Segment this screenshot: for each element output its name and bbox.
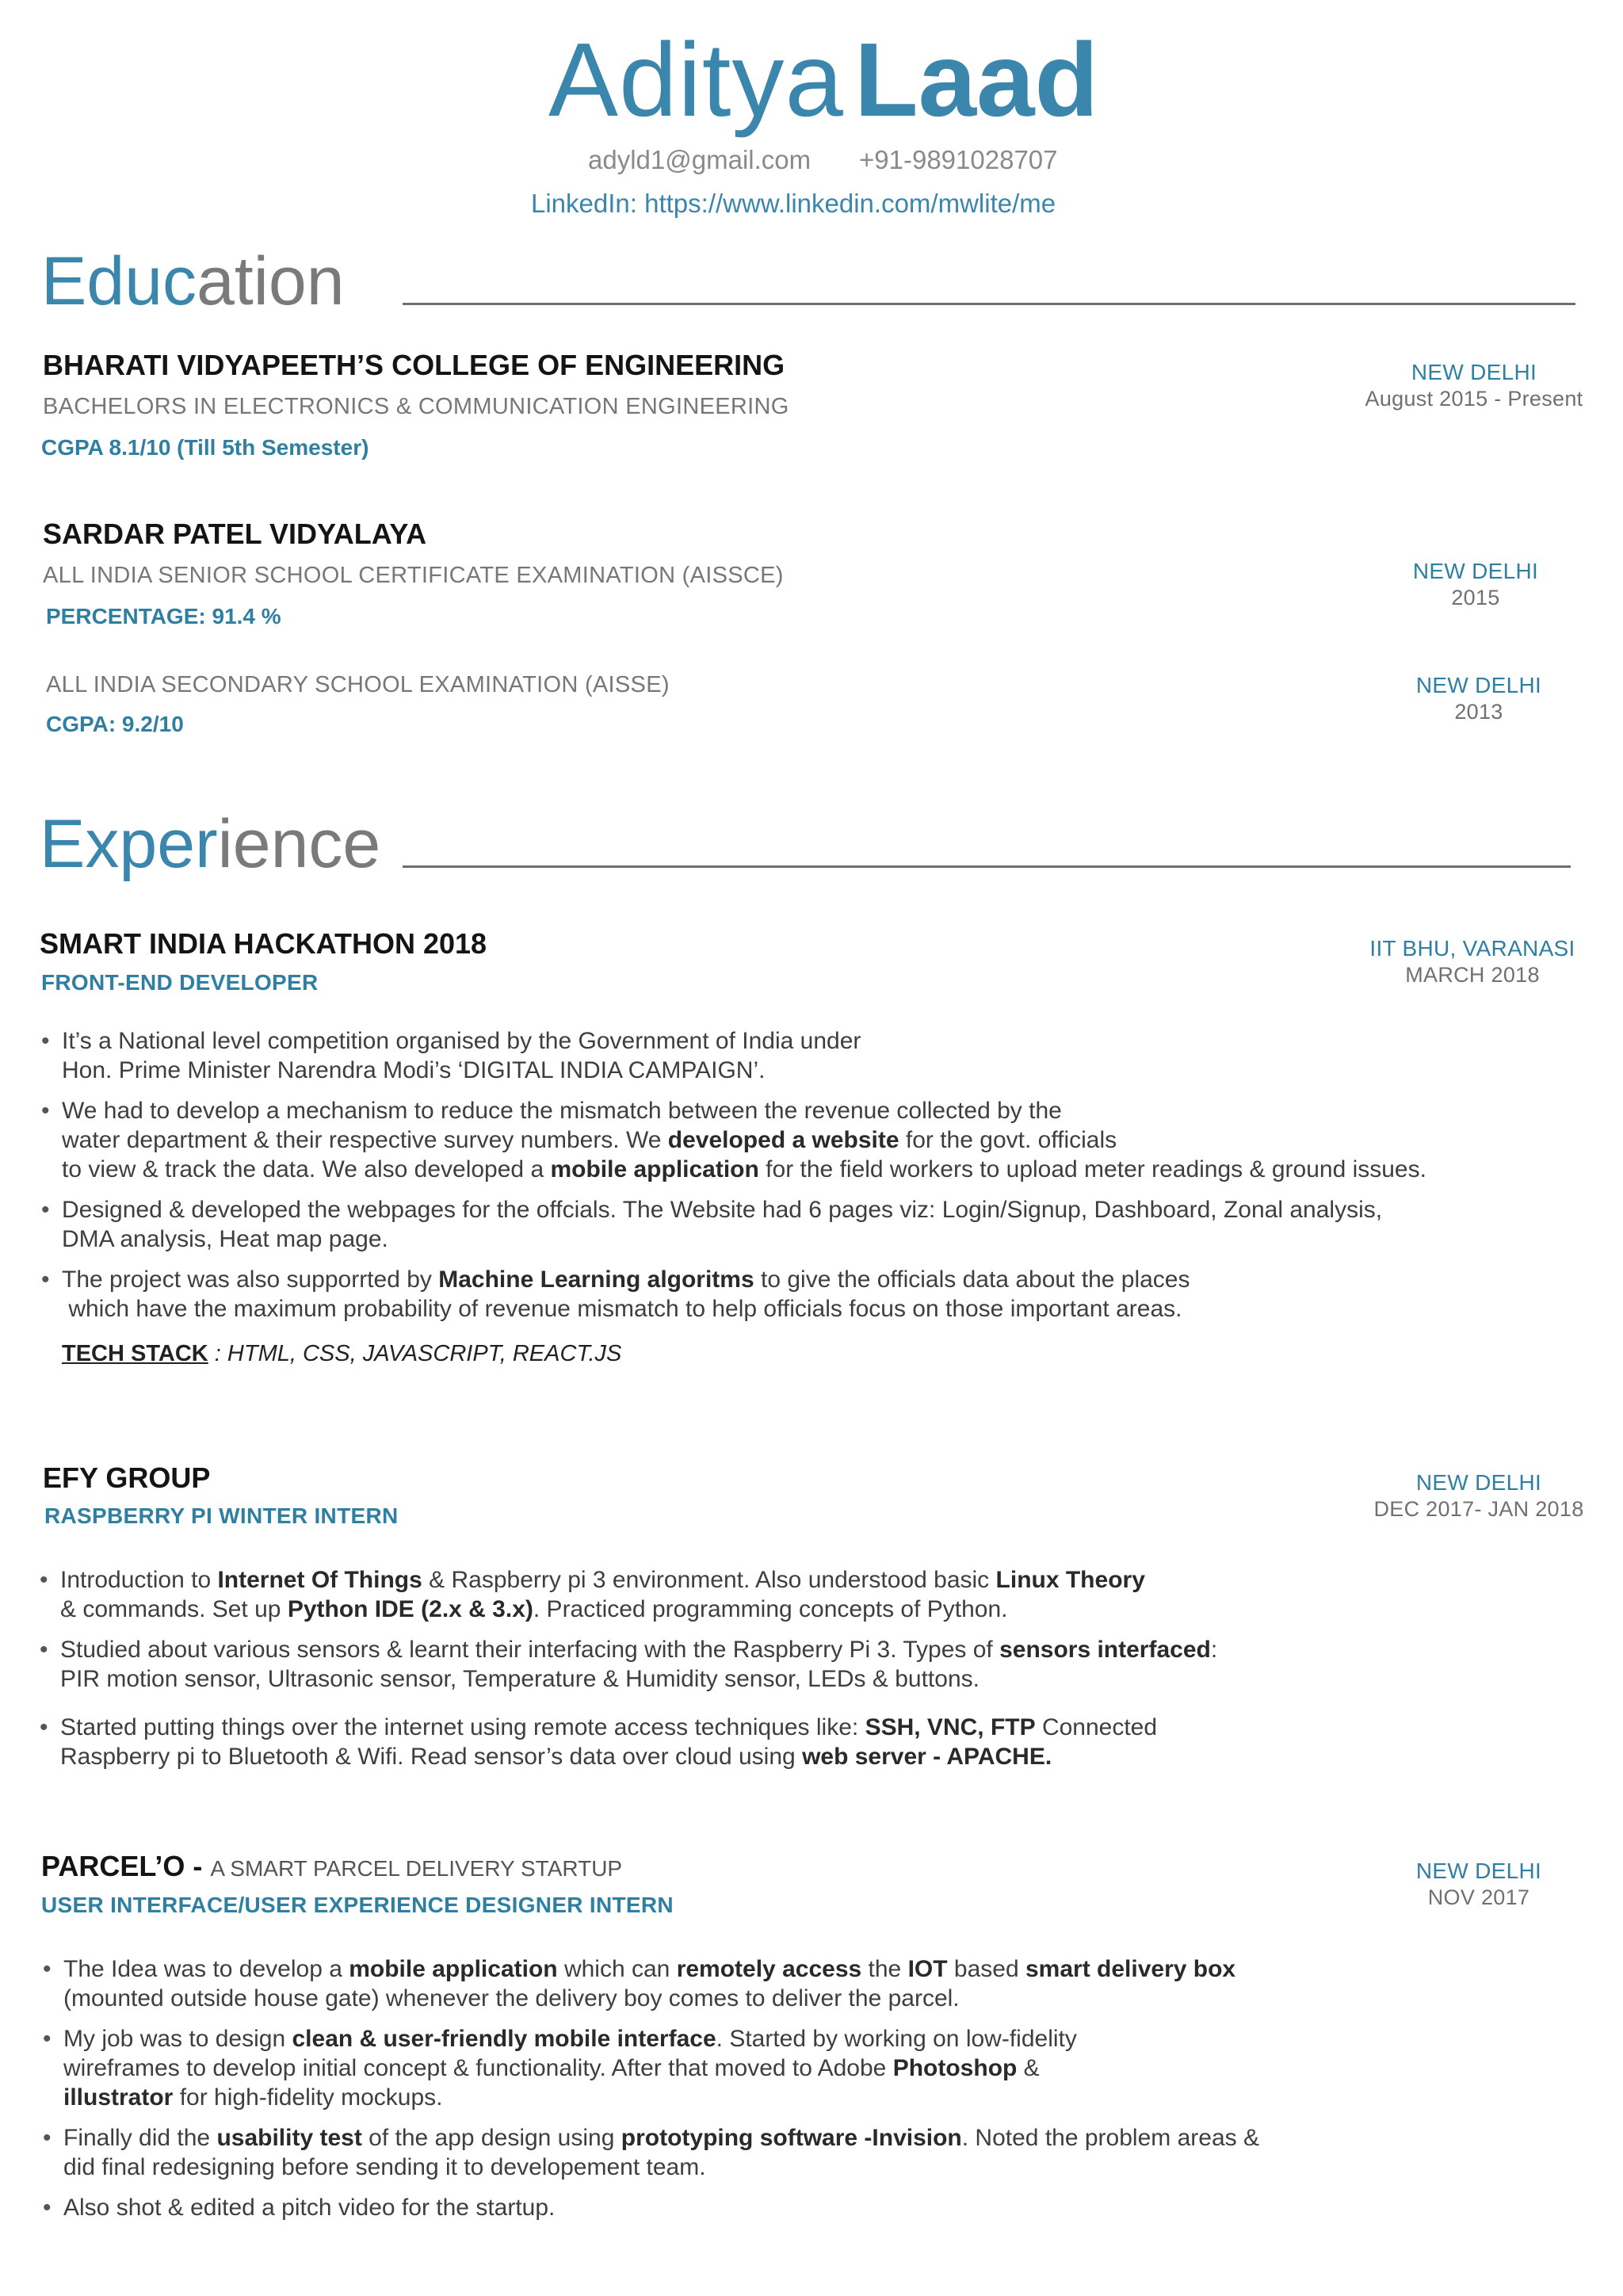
phone: +91-9891028707 — [859, 145, 1058, 174]
exp-date-1: MARCH 2018 — [1405, 963, 1540, 987]
exp-bullet: • We had to develop a mechanism to reduce the mismatch between the revenue collected by the water department & their respective survey numbers. We developed a website for the govt. officials to view & track the data. We also developed a mobile application for the field workers to upload meter readings & ground issues. — [41, 1096, 1579, 1184]
edu-date-3: 2013 — [1454, 700, 1503, 724]
exp-org-3-name: PARCEL’O - — [41, 1850, 211, 1882]
edu-date-1: August 2015 - Present — [1365, 387, 1583, 411]
email[interactable]: adyld1@gmail.com — [588, 145, 812, 174]
edu-location-2: NEW DELHI — [1412, 559, 1539, 583]
exp-bullet: • Designed & developed the webpages for the offcials. The Website had 6 pages viz: Login/Signup, Dashboard, Zonal analysis, DMA analysis, Heat map page. — [41, 1195, 1579, 1254]
edu-score-2: PERCENTAGE: 91.4 % — [46, 604, 281, 628]
exp-role-3: USER INTERFACE/USER EXPERIENCE DESIGNER INTERN — [41, 1893, 674, 1917]
education-heading-part1: Educ — [41, 243, 197, 319]
exp-bullets-1 — [41, 1026, 1579, 1335]
experience-heading — [40, 807, 380, 882]
exp-bullet: • Started putting things over the internet using remote access techniques like: SSH, VNC, FTP Connected Raspberry pi to Bluetooth & Wifi. Read sensor’s data over cloud using web server - APACHE. — [40, 1713, 1577, 1771]
experience-heading-part1: Exper — [40, 806, 218, 882]
tech-stack-value: : HTML, CSS, JAVASCRIPT, REACT.JS — [208, 1341, 622, 1366]
exp-date-3: NOV 2017 — [1427, 1885, 1530, 1909]
exp-bullets-2 — [40, 1565, 1577, 1782]
exp-bullet: • The Idea was to develop a mobile application which can remotely access the IOT based smart delivery box (mounted outside house gate) whenever the delivery boy comes to deliver the parcel. — [43, 1954, 1580, 2013]
edu-date-2: 2015 — [1451, 586, 1500, 609]
linkedin-link[interactable]: LinkedIn: https://www.linkedin.com/mwlite/me — [531, 189, 1056, 218]
exp-org-1: SMART INDIA HACKATHON 2018 — [40, 927, 487, 960]
exp-role-2: RASPBERRY PI WINTER INTERN — [44, 1503, 399, 1528]
name-first: Aditya — [548, 21, 844, 138]
exp-bullets-3 — [43, 1954, 1580, 2233]
edu-degree-3: ALL INDIA SECONDARY SCHOOL EXAMINATION (AISSE) — [46, 672, 670, 697]
exp-bullet: • Also shot & edited a pitch video for the startup. — [43, 2193, 1580, 2222]
tech-stack — [62, 1341, 621, 1367]
edu-institution-1: BHARATI VIDYAPEETH’S COLLEGE OF ENGINEERING — [43, 349, 785, 381]
education-rule — [403, 303, 1575, 305]
name-last: Laad — [854, 21, 1099, 138]
exp-role-1: FRONT-END DEVELOPER — [41, 970, 319, 995]
exp-bullet: • The project was also supporrted by Machine Learning algoritms to give the officials data about the places which have the maximum probability of revenue mismatch to help officials focus on those important areas. — [41, 1265, 1579, 1324]
exp-bullet: • It’s a National level competition organised by the Government of India under Hon. Prime Minister Narendra Modi’s ‘DIGITAL INDIA CAMPAIGN’. — [41, 1026, 1579, 1085]
edu-score-1: CGPA 8.1/10 (Till 5th Semester) — [41, 435, 369, 460]
education-heading — [41, 244, 345, 319]
experience-heading-part2: ience — [217, 806, 381, 882]
exp-location-3: NEW DELHI — [1415, 1859, 1542, 1883]
exp-bullet: • Introduction to Internet Of Things & Raspberry pi 3 environment. Also understood basic Linux Theory & commands. Set up Python IDE (2.x & 3.x). Practiced programming concepts of Python. — [40, 1565, 1577, 1624]
exp-bullet: • My job was to design clean & user-friendly mobile interface. Started by working on low-fidelity wireframes to develop initial concept & functionality. After that moved to Adobe Photoshop & illustrator for high-fidelity mockups. — [43, 2024, 1580, 2112]
education-heading-part2: ation — [197, 243, 345, 319]
edu-location-1: NEW DELHI — [1411, 360, 1537, 384]
exp-date-2: DEC 2017- JAN 2018 — [1373, 1497, 1584, 1521]
exp-bullet: • Finally did the usability test of the app design using prototyping software -Invision. Noted the problem areas & did final redesigning before sending it to developement team. — [43, 2123, 1580, 2182]
exp-bullet: • Studied about various sensors & learnt their interfacing with the Raspberry Pi 3. Types of sensors interfaced: PIR motion sensor, Ultrasonic sensor, Temperature & Humidity sensor, LEDs & buttons. — [40, 1635, 1577, 1694]
edu-degree-1: BACHELORS IN ELECTRONICS & COMMUNICATION ENGINEERING — [43, 394, 789, 419]
edu-institution-2: SARDAR PATEL VIDYALAYA — [43, 518, 427, 550]
tech-stack-label: TECH STACK — [62, 1341, 208, 1366]
exp-location-1: IIT BHU, VARANASI — [1369, 936, 1575, 961]
edu-score-3: CGPA: 9.2/10 — [46, 712, 184, 736]
experience-rule — [403, 865, 1571, 868]
exp-org-3 — [41, 1850, 622, 1883]
exp-location-2: NEW DELHI — [1415, 1470, 1542, 1495]
edu-degree-2: ALL INDIA SENIOR SCHOOL CERTIFICATE EXAMINATION (AISSCE) — [43, 563, 784, 588]
edu-location-3: NEW DELHI — [1415, 673, 1542, 697]
exp-org-2: EFY GROUP — [43, 1461, 211, 1494]
exp-org-3-tagline: A SMART PARCEL DELIVERY STARTUP — [210, 1856, 623, 1881]
